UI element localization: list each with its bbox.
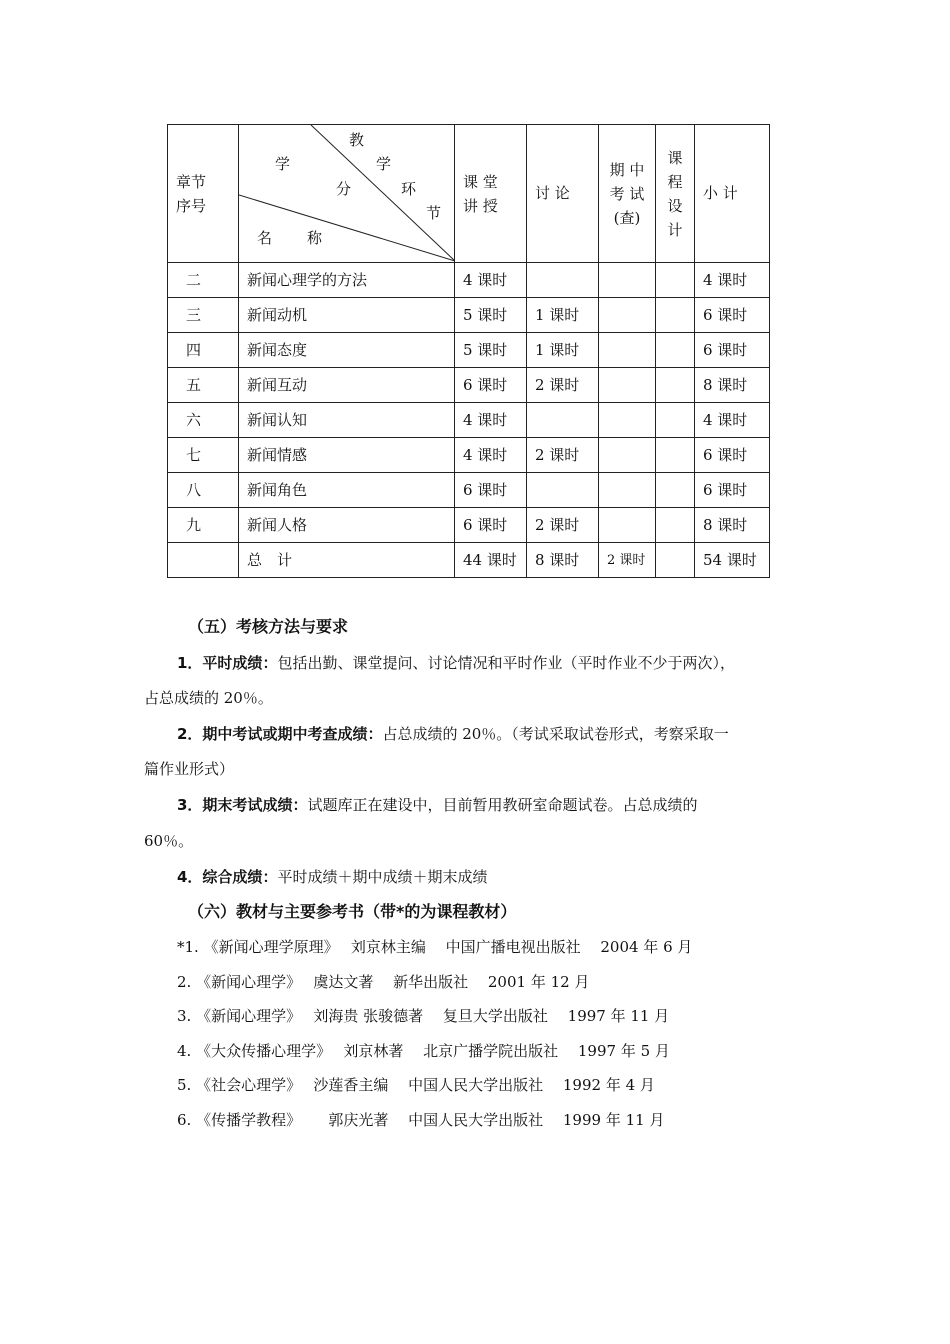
cell-subtotal: 8 课时: [695, 508, 770, 543]
header-discussion: 讨 论: [527, 125, 599, 263]
cell-no: 九: [168, 508, 239, 543]
cell-midterm: [599, 403, 656, 438]
cell-name: 新闻动机: [239, 298, 455, 333]
cell-name: 新闻认知: [239, 403, 455, 438]
assessment-item-3: 3．期末考试成绩：试题库正在建设中，目前暂用教研室命题试卷。占总成绩的: [177, 796, 698, 814]
cell-midterm: [599, 368, 656, 403]
cell-no: 四: [168, 333, 239, 368]
cell-subtotal: 6 课时: [695, 438, 770, 473]
cell-no: 六: [168, 403, 239, 438]
cell-design: [656, 508, 695, 543]
cell-discussion: [527, 403, 599, 438]
cell-no: 八: [168, 473, 239, 508]
reference-item: 5. 《社会心理学》 沙莲香主编 中国人民大学出版社 1992 年 4 月: [177, 1076, 655, 1094]
cell-no: 三: [168, 298, 239, 333]
cell-lecture: 4 课时: [455, 403, 527, 438]
course-hours-table: [167, 124, 770, 578]
assessment-item-3-cont: 60％。: [144, 832, 194, 850]
cell-subtotal: 6 课时: [695, 298, 770, 333]
header-chapter-no: 章节 序号: [168, 125, 239, 263]
section6-heading: （六）教材与主要参考书（带*的为课程教材）: [188, 902, 517, 921]
cell-midterm: [599, 473, 656, 508]
diag-label: 分: [336, 180, 352, 198]
cell-lecture: 44 课时: [455, 543, 527, 578]
table-row: [168, 333, 770, 368]
cell-lecture: 5 课时: [455, 333, 527, 368]
reference-item: *1. 《新闻心理学原理》 刘京林主编 中国广播电视出版社 2004 年 6 月: [177, 938, 693, 956]
diag-label: 称: [307, 229, 323, 247]
assessment-item-2: 2．期中考试或期中考查成绩：占总成绩的 20％。（考试采取试卷形式，考察采取一: [177, 725, 729, 743]
cell-subtotal: 6 课时: [695, 473, 770, 508]
reference-item: 3. 《新闻心理学》 刘海贵 张骏德著 复旦大学出版社 1997 年 11 月: [177, 1007, 670, 1025]
header-diagonal-cell: [239, 125, 455, 263]
assessment-item-1-cont: 占总成绩的 20％。: [144, 689, 273, 707]
table-row: [168, 298, 770, 333]
cell-no: 七: [168, 438, 239, 473]
cell-design: [656, 263, 695, 298]
cell-subtotal: 6 课时: [695, 333, 770, 368]
cell-discussion: [527, 473, 599, 508]
cell-lecture: 6 课时: [455, 508, 527, 543]
diag-label: 环: [401, 180, 417, 198]
table-row: [168, 473, 770, 508]
cell-lecture: 5 课时: [455, 298, 527, 333]
cell-lecture: 4 课时: [455, 438, 527, 473]
cell-lecture: 6 课时: [455, 368, 527, 403]
cell-discussion: 2 课时: [527, 368, 599, 403]
section5-heading: （五）考核方法与要求: [188, 617, 349, 636]
cell-discussion: 1 课时: [527, 333, 599, 368]
header-midterm: 期 中 考 试 (查): [599, 125, 656, 263]
cell-name: 新闻态度: [239, 333, 455, 368]
diag-label: 学: [376, 155, 392, 173]
assessment-item-4: 4．综合成绩：平时成绩＋期中成绩＋期末成绩: [177, 868, 488, 886]
table-row: [168, 263, 770, 298]
table-row: [168, 368, 770, 403]
diag-label: 学: [275, 155, 291, 173]
cell-no: 五: [168, 368, 239, 403]
cell-midterm: 2 课时: [599, 543, 656, 578]
cell-name: 新闻角色: [239, 473, 455, 508]
cell-discussion: 2 课时: [527, 508, 599, 543]
reference-item: 6. 《传播学教程》 郭庆光著 中国人民大学出版社 1999 年 11 月: [177, 1111, 665, 1129]
cell-midterm: [599, 263, 656, 298]
diag-label: 教: [349, 131, 365, 149]
cell-discussion: [527, 263, 599, 298]
table-row: [168, 438, 770, 473]
table-total-row: [168, 543, 770, 578]
header-course-design: 课 程 设 计: [656, 125, 695, 263]
cell-midterm: [599, 438, 656, 473]
cell-name: 新闻互动: [239, 368, 455, 403]
header-lecture: 课 堂 讲 授: [455, 125, 527, 263]
cell-subtotal: 4 课时: [695, 403, 770, 438]
diag-label: 节: [426, 204, 442, 222]
cell-no: 二: [168, 263, 239, 298]
cell-design: [656, 333, 695, 368]
assessment-item-1: 1．平时成绩：包括出勤、课堂提问、讨论情况和平时作业（平时作业不少于两次），: [177, 654, 735, 672]
cell-name: 总 计: [239, 543, 455, 578]
reference-item: 4. 《大众传播心理学》 刘京林著 北京广播学院出版社 1997 年 5 月: [177, 1042, 670, 1060]
cell-lecture: 6 课时: [455, 473, 527, 508]
cell-discussion: 1 课时: [527, 298, 599, 333]
diag-label: 名: [257, 229, 273, 247]
cell-name: 新闻人格: [239, 508, 455, 543]
cell-name: 新闻情感: [239, 438, 455, 473]
cell-discussion: 8 课时: [527, 543, 599, 578]
cell-midterm: [599, 508, 656, 543]
cell-design: [656, 473, 695, 508]
cell-midterm: [599, 298, 656, 333]
assessment-item-2-cont: 篇作业形式）: [144, 760, 235, 778]
header-subtotal: 小 计: [695, 125, 770, 263]
cell-no: [168, 543, 239, 578]
cell-midterm: [599, 333, 656, 368]
cell-subtotal: 4 课时: [695, 263, 770, 298]
cell-design: [656, 438, 695, 473]
cell-design: [656, 368, 695, 403]
cell-subtotal: 54 课时: [695, 543, 770, 578]
cell-name: 新闻心理学的方法: [239, 263, 455, 298]
table-header-row: [168, 125, 770, 263]
cell-design: [656, 543, 695, 578]
reference-item: 2. 《新闻心理学》 虞达文著 新华出版社 2001 年 12 月: [177, 973, 590, 991]
cell-lecture: 4 课时: [455, 263, 527, 298]
table-row: [168, 508, 770, 543]
cell-subtotal: 8 课时: [695, 368, 770, 403]
table-row: [168, 403, 770, 438]
cell-design: [656, 403, 695, 438]
cell-design: [656, 298, 695, 333]
cell-discussion: 2 课时: [527, 438, 599, 473]
